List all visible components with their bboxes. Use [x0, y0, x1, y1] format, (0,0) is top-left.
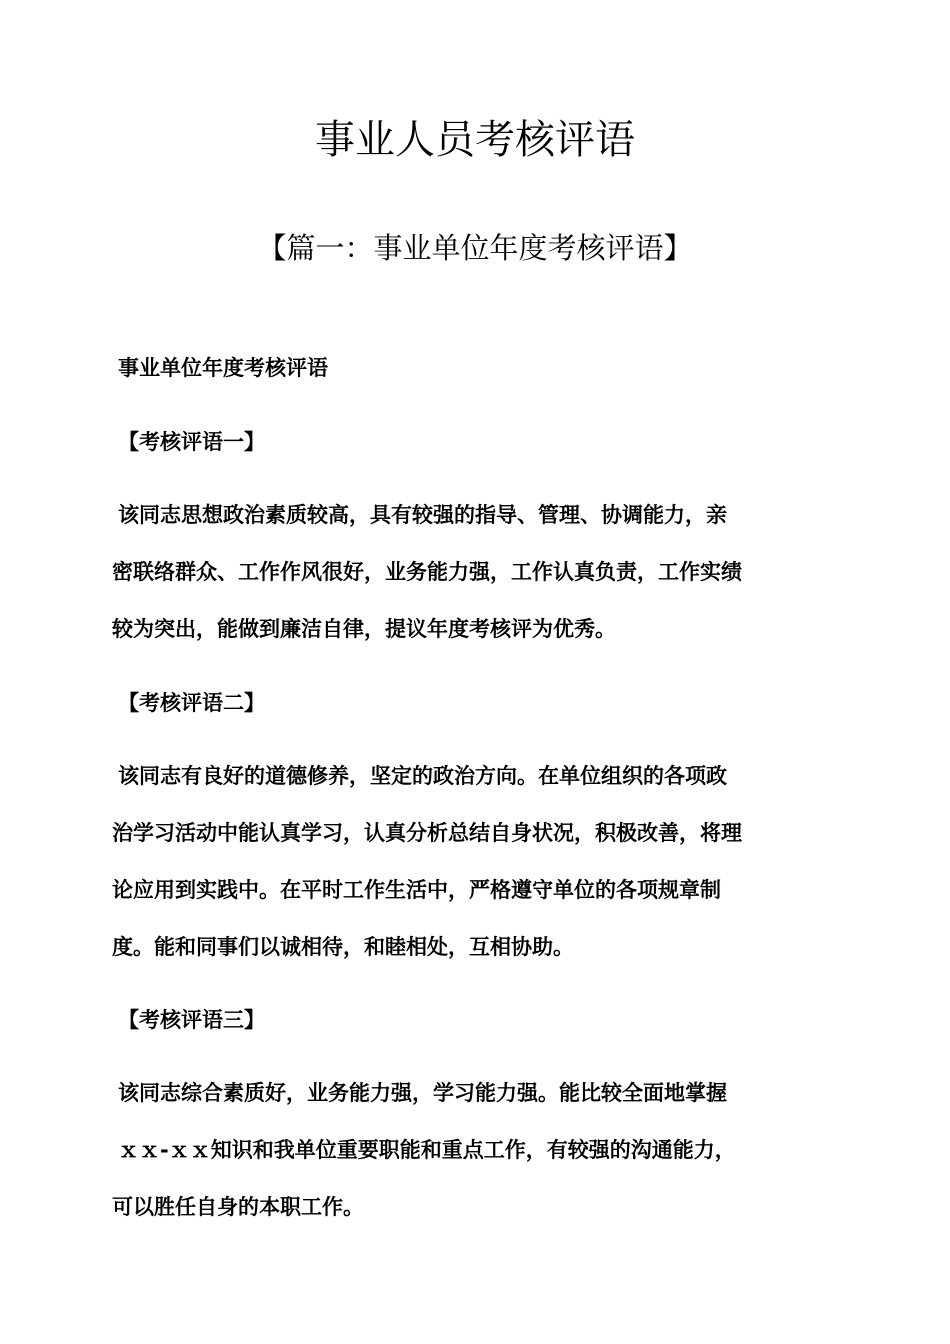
- paragraph-line: 该同志思想政治素质较高，具有较强的指导、管理、协调能力，亲: [118, 503, 727, 527]
- paragraph-line: 该同志有良好的道德修养，坚定的政治方向。在单位组织的各项政: [118, 764, 727, 788]
- paragraph-line: ｘｘ-ｘｘ知识和我单位重要职能和重点工作，有较强的沟通能力，: [118, 1138, 736, 1162]
- section-heading: 事业单位年度考核评语: [118, 356, 328, 380]
- paragraph-line: 密联络群众、工作作风很好，业务能力强，工作认真负责，工作实绩: [112, 560, 742, 584]
- item-label-3: 【考核评语三】: [118, 1008, 265, 1032]
- paragraph-line: 度。能和同事们以诚相待，和睦相处，互相协助。: [112, 935, 574, 959]
- document-subtitle: 【篇一：事业单位年度考核评语】: [257, 231, 693, 265]
- item-label-1: 【考核评语一】: [118, 430, 265, 454]
- document-title: 事业人员考核评语: [315, 117, 635, 163]
- paragraph-line: 治学习活动中能认真学习，认真分析总结自身状况，积极改善，将理: [112, 821, 742, 845]
- item-label-2: 【考核评语二】: [118, 691, 265, 715]
- paragraph-line: 可以胜任自身的本职工作。: [112, 1195, 364, 1219]
- paragraph-line: 该同志综合素质好，业务能力强，学习能力强。能比较全面地掌握: [118, 1081, 727, 1105]
- paragraph-line: 论应用到实践中。在平时工作生活中，严格遵守单位的各项规章制: [112, 878, 721, 902]
- paragraph-line: 较为突出，能做到廉洁自律，提议年度考核评为优秀。: [112, 617, 616, 641]
